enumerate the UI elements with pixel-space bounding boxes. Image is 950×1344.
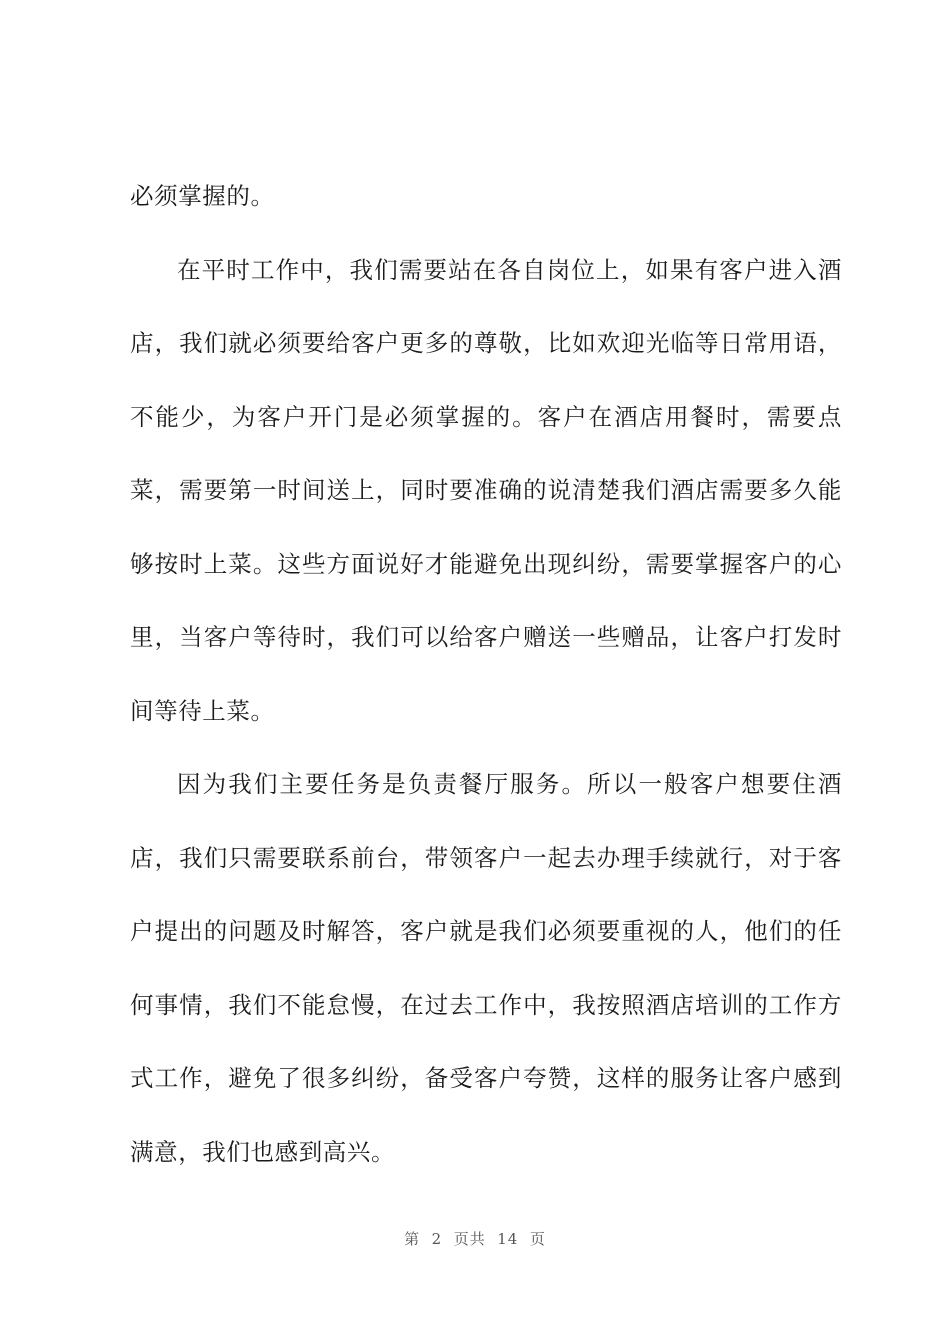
paragraph-3: 因为我们主要任务是负责餐厅服务。所以一般客户想要住酒店，我们只需要联系前台，带领客户一起去办理手续就行，对于客户提出的问题及时解答，客户就是我们必须要重视的人，他们的任何事情，我们不能怠慢，在过去工作中，我按照酒店培训的工作方式工作，避免了很多纠纷，备受客户夸赞，这样的服务让客户感到满意，我们也感到高兴。	[130, 770, 842, 1166]
paragraph-1: 必须掌握的。	[130, 182, 275, 210]
document-body	[130, 160, 842, 1189]
paragraph-2: 在平时工作中，我们需要站在各自岗位上，如果有客户进入酒店，我们就必须要给客户更多的尊敬，比如欢迎光临等日常用语，不能少，为客户开门是必须掌握的。客户在酒店用餐时，需要点菜，需要第一时间送上，同时要准确的说清楚我们酒店需要多久能够按时上菜。这些方面说好才能避免出现纠纷，需要掌握客户的心里，当客户等待时，我们可以给客户赠送一些赠品，让客户打发时间等待上菜。	[130, 255, 842, 725]
page-number-footer: 第 2 页共 14 页	[404, 1230, 546, 1248]
